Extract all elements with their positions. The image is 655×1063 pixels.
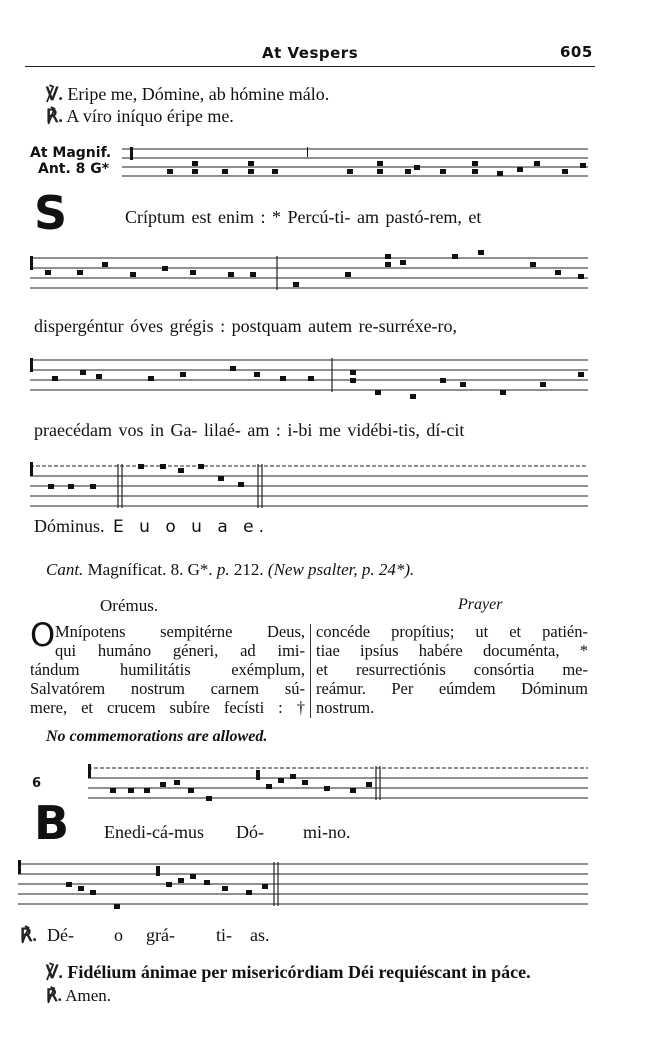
- drop-cap-o: O: [30, 616, 56, 654]
- benedicamus-syllable-2: Dó-: [236, 822, 264, 842]
- prayer-right-line-5: nostrum.: [316, 698, 375, 717]
- music-staff-5: [88, 760, 588, 810]
- closing-v-symbol: ℣.: [46, 962, 63, 982]
- versicle-text: Eripe me, Dómine, ab hómine málo.: [67, 84, 330, 104]
- lyrics-line-1: Críptum est enim : * Percú-ti- am pastó-rem, et: [125, 207, 482, 227]
- prayer-right-line-3: et resurrectiónis consórtia me-: [316, 660, 588, 679]
- prayer-left-line-3: tándum humilitátis exémplum,: [30, 660, 305, 679]
- oremus-label: Orémus.: [100, 596, 159, 615]
- prayer-left-line-4: Salvatórem nostrum carnem sú-: [30, 679, 305, 698]
- header-rule: [25, 66, 595, 67]
- closing-response: [46, 986, 111, 1006]
- response-symbol-2: ℟.: [20, 925, 37, 945]
- lyrics-line-4: [34, 516, 269, 537]
- deo-syllable-1: Dé-: [47, 925, 74, 945]
- drop-cap-b: B: [34, 796, 70, 850]
- deo-syllable-5: as.: [250, 925, 270, 945]
- response-line: [46, 106, 234, 127]
- prayer-right-line-4: reámur. Per eúmdem Dóminum: [316, 679, 588, 698]
- canticle-new-psalter: (New psalter, p. 24*).: [267, 560, 415, 579]
- deo-syllable-4: ti-: [216, 925, 232, 945]
- prayer-left-line-2: qui humáno géneri, ad imi-: [55, 641, 305, 660]
- prayer-right-line-1: concéde propítius; ut et patién-: [316, 622, 588, 641]
- page-number: 605: [560, 43, 593, 61]
- lyrics-line-2: dispergéntur óves grégis : postquam autem re-surréxe-ro,: [34, 316, 458, 336]
- mode-number: 6: [32, 776, 42, 791]
- euouae: E u o u a e.: [113, 517, 270, 537]
- music-staff-4: [30, 458, 588, 508]
- deo-syllable-2: o: [114, 925, 123, 945]
- music-staff-2: [30, 246, 588, 296]
- music-staff-6: [18, 856, 588, 916]
- versicle-symbol: ℣.: [46, 84, 63, 104]
- drop-cap-s: S: [34, 186, 68, 240]
- page-title: At Vespers: [262, 44, 359, 62]
- commemorations-note: No commemorations are allowed.: [46, 728, 268, 745]
- benedicamus-syllable-1: Enedi-cá-mus: [104, 822, 204, 842]
- benedicamus-syllable-3: mi-no.: [303, 822, 351, 842]
- prayer-left-line-1: Mnípotens sempitérne Deus,: [55, 622, 305, 641]
- music-staff-3: [30, 352, 588, 408]
- antiphon-label-1: At Magnif.: [30, 145, 112, 161]
- closing-r-text: Amen.: [65, 986, 111, 1005]
- antiphon-label-2: Ant. 8 G*: [38, 161, 110, 177]
- canticle-line: [46, 560, 414, 580]
- response-text: A víro iníquo éripe me.: [66, 106, 234, 126]
- response-symbol: ℟.: [46, 106, 63, 126]
- prayer-heading: Prayer: [458, 596, 503, 613]
- column-divider: [310, 624, 311, 718]
- canticle-page: 212.: [233, 560, 264, 579]
- canticle-cant: Cant.: [46, 560, 84, 579]
- deo-gratias-line: [20, 925, 37, 946]
- deo-syllable-3: grá-: [146, 925, 175, 945]
- versicle-line: [46, 84, 329, 105]
- prayer-right-line-2: tiae ipsíus habére documénta, *: [316, 641, 588, 660]
- closing-r-symbol: ℟.: [46, 986, 62, 1005]
- music-staff-1: [122, 147, 588, 187]
- canticle-p: p.: [216, 560, 230, 579]
- closing-v-text: Fidélium ánimae per misericórdiam Déi requiéscant in páce.: [67, 962, 531, 982]
- prayer-left-line-5: mere, et crucem subíre fecísti : †: [30, 698, 305, 717]
- lyrics-dominus: Dóminus.: [34, 516, 105, 536]
- closing-versicle: [46, 962, 531, 983]
- canticle-text: Magníficat. 8. G*.: [87, 560, 213, 579]
- lyrics-line-3: praecédam vos in Ga- lilaé- am : i-bi me vidébi-tis, dí-cit: [34, 420, 465, 440]
